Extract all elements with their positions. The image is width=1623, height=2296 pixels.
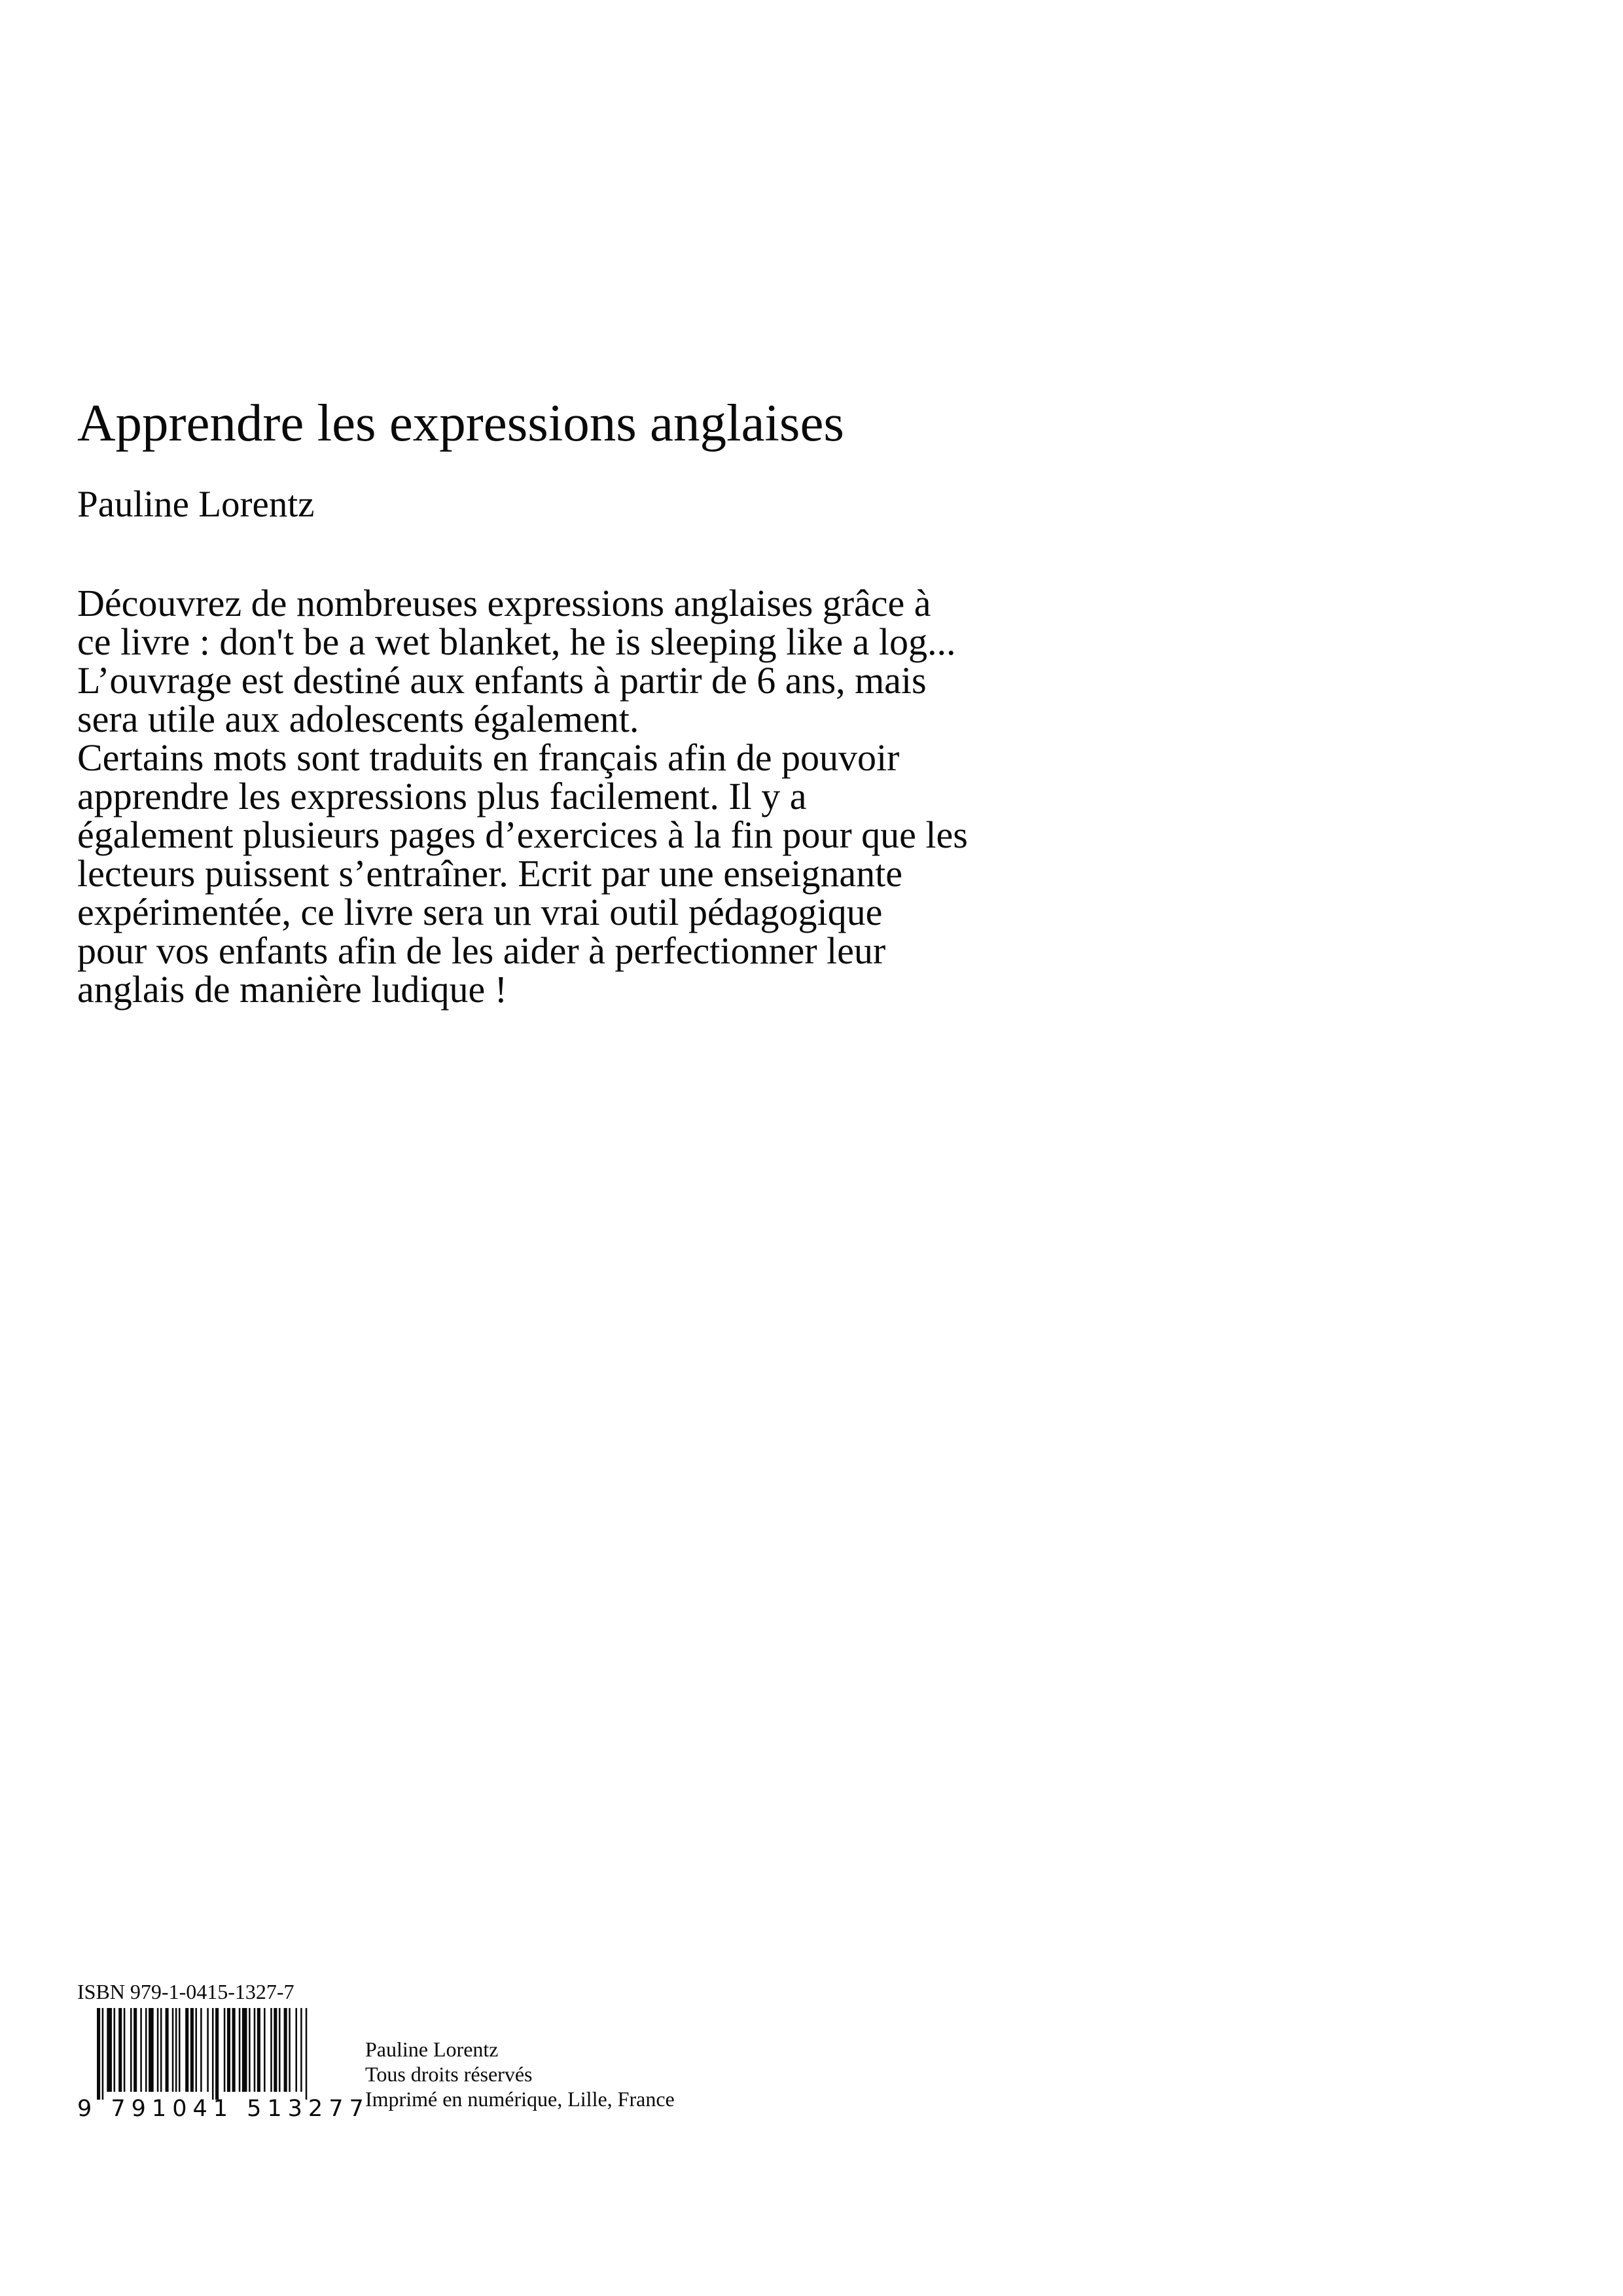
barcode-bar (185, 2008, 188, 2092)
publisher-rights: Tous droits réservés (365, 2062, 533, 2086)
barcode-bar (107, 2008, 112, 2092)
colophon (77, 1979, 797, 2136)
barcode-bar (249, 2008, 251, 2092)
barcode-bar (149, 2008, 154, 2092)
barcode-bar (257, 2008, 260, 2092)
publisher-printing: Imprimé en numérique, Lille, France (365, 2087, 675, 2111)
barcode-bar (224, 2008, 226, 2092)
barcode-bar (190, 2008, 194, 2092)
barcode-bar (118, 2008, 122, 2092)
barcode-bar (300, 2008, 302, 2092)
barcode-digits: 9 791041 513277 (77, 2096, 370, 2122)
barcode-bar (175, 2008, 177, 2092)
summary-line: apprendre les expressions plus facilement. Il y a (77, 775, 807, 817)
barcode-bar (130, 2008, 132, 2092)
barcode-bar (97, 2008, 100, 2100)
barcode-bar (207, 2008, 209, 2092)
barcode-bar (289, 2008, 291, 2092)
isbn-label: ISBN 979-1-0415-1327-7 (77, 1980, 294, 2003)
barcode-bar (239, 2008, 241, 2092)
barcode-bar (254, 2008, 256, 2092)
barcode-bar (134, 2008, 137, 2092)
barcode-bar (200, 2008, 202, 2092)
barcode-bar (160, 2008, 162, 2092)
book-title: Apprendre les expressions anglaises (77, 393, 844, 452)
summary-line: également plusieurs pages d’exercices à la fin pour que les (77, 814, 968, 856)
barcode-bar (172, 2008, 174, 2092)
summary-line: sera utile aux adolescents également. (77, 698, 639, 740)
barcode-bar (166, 2008, 169, 2092)
summary-line: Découvrez de nombreuses expressions anglaises grâce à (77, 582, 931, 624)
summary-line: ce livre : don't be a wet blanket, he is sleeping like a log... (77, 620, 956, 663)
barcode-bar (215, 2008, 219, 2100)
barcode-graphic (77, 2008, 326, 2100)
barcode-bar (157, 2008, 159, 2092)
summary-line: expérimentée, ce livre sera un vrai outil pédagogique (77, 891, 883, 933)
barcode-bar (179, 2008, 181, 2092)
barcode-bar (102, 2008, 104, 2100)
book-author: Pauline Lorentz (77, 484, 315, 525)
barcode-bar (270, 2008, 272, 2092)
barcode-bar (195, 2008, 197, 2092)
summary-line: anglais de manière ludique ! (77, 968, 508, 1011)
barcode-bar (279, 2008, 281, 2092)
publisher-author: Pauline Lorentz (365, 2037, 499, 2061)
barcode-bar (232, 2008, 236, 2092)
barcode-bar (284, 2008, 287, 2092)
book-summary (77, 584, 1268, 1009)
summary-line: Certains mots sont traduits en français afin de pouvoir (77, 736, 900, 779)
barcode-bar (145, 2008, 147, 2092)
barcode-bar (306, 2008, 308, 2100)
summary-line: lecteurs puissent s’entraîner. Ecrit par une enseignante (77, 852, 903, 895)
publisher-info (365, 2037, 675, 2111)
barcode-bar (295, 2008, 297, 2092)
barcode-bar (140, 2008, 142, 2092)
barcode-bar (227, 2008, 230, 2092)
barcode-bar (212, 2008, 214, 2100)
barcode-bar (274, 2008, 277, 2092)
barcode-bar (264, 2008, 266, 2092)
summary-line: pour vos enfants afin de les aider à perfectionner leur (77, 929, 886, 972)
barcode-bar (242, 2008, 247, 2092)
summary-line: L’ouvrage est destiné aux enfants à partir de 6 ans, mais (77, 659, 927, 702)
barcode-bar (124, 2008, 126, 2092)
barcode-bar (114, 2008, 116, 2092)
